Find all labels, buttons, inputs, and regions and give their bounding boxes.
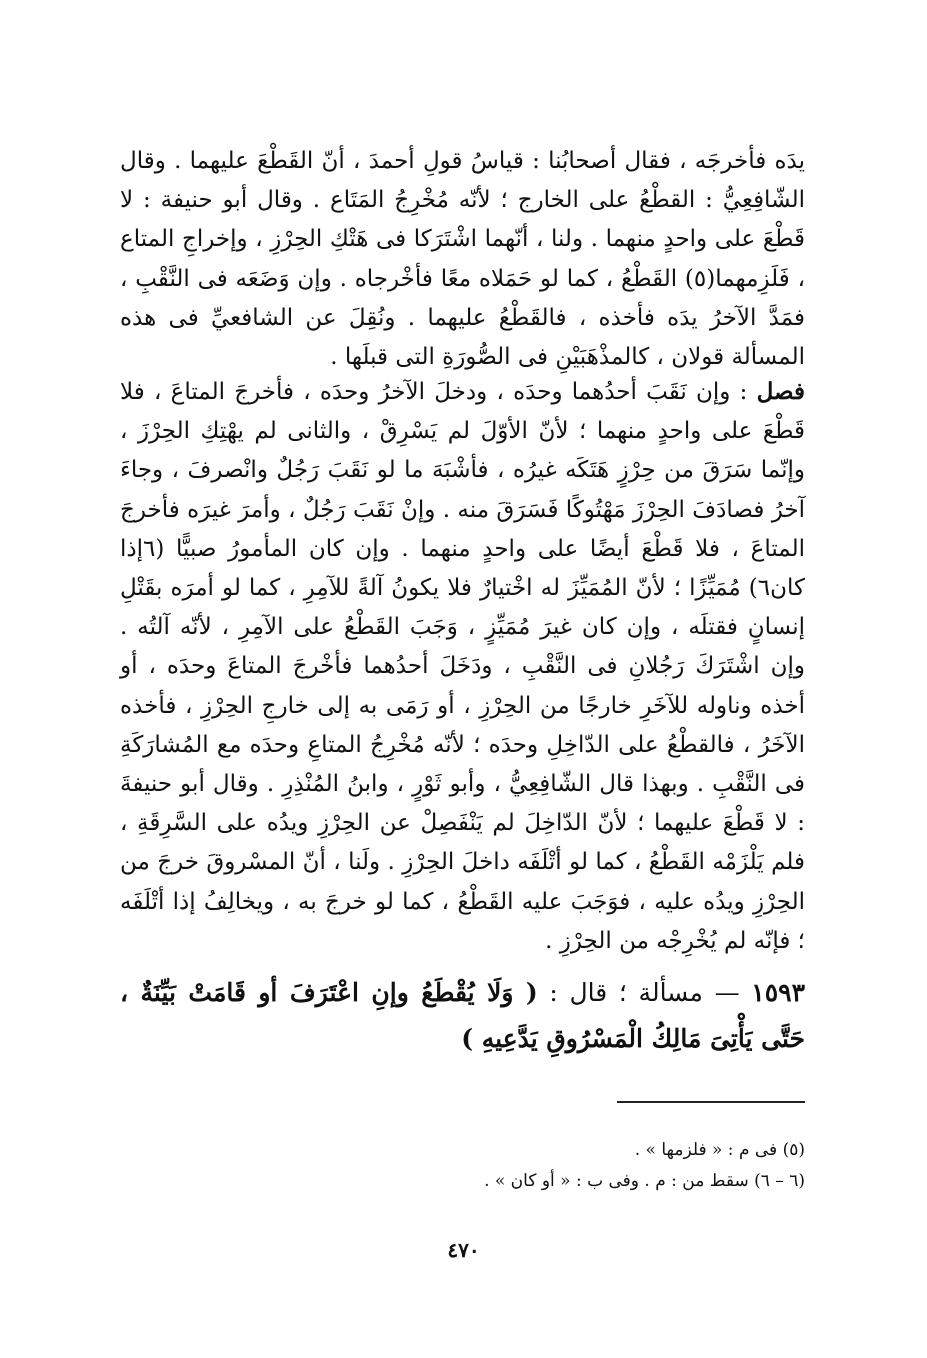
- footnote-5: (٥) فى م : « فلزمها » .: [634, 1140, 805, 1160]
- page-number: ٤٧٠: [447, 1238, 480, 1262]
- masala-quote: ( وَلَا يُقْطَعُ وإنِ اعْتَرَفَ أو قَامَتْ بَيِّنَةٌ ، حَتَّى يَأْتِىَ مَالِكُ الْمَسْرُوقِ يَدَّعِيهِ ): [120, 978, 805, 1053]
- fasl-body: : وإن نَقَبَ أحدُهما وحدَه ، ودخلَ الآخرُ وحدَه ، فأخرجَ المتاعَ ، فلا قَطْعَ على واحدٍ منهما ؛ لأنّ الأوّلَ لم يَسْرِقْ ، والثانى لم يهْتِكِ الحِرْزَ ، وإنّما سَرَقَ من حِرْزٍ هَتَكَه غيرُه ، فأشْبَهَ ما لو نَقَبَ رَجُلٌ وانْصرفَ ، وجاءَ آخرُ فصادَفَ الحِرْزَ مَهْتُوكًا فَسَرَقَ منه . وإنْ نَقَبَ رَجُلٌ ، وأمرَ غيرَه فأخرجَ المتاعَ ، فلا قَطْعَ أيضًا على واحدٍ منهما . وإن كان المأمورُ صبيًّا (٦إذا كان٦) مُمَيِّزًا ؛ لأنّ المُمَيِّزَ له اخْتيارٌ فلا يكونُ آلةً للآمِرِ ، كما لو أمرَه بقَتْلِ إنسانٍ فقتلَه ، وإن كان غيرَ مُمَيِّزٍ ، وَجَبَ القَطْعُ على الآمِرِ ، لأنّه آلتُه . وإن اشْتَرَكَ رَجُلانِ فى النَّقْبِ ، ودَخَلَ أحدُهما فأخْرجَ المتاعَ وحدَه ، أو أخذه وناوله للآخَرِ خارجًا من الحِرْزِ ، أو رَمَى به إلى خارجِ الحِرْزِ ، فأخذه الآخَرُ ، فالقطْعُ على الدّاخِلِ وحدَه ؛ لأنّه مُخْرِجُ المتاعِ وحدَه مع المُشارَكَةِ فى النَّقْبِ . وبهذا قال الشّافِعِيُّ ، وأبو ثَوْرٍ ، وابنُ المُنْذِرِ . وقال أبو حنيفةَ : لا قَطْعَ عليهما ؛ لأنّ الدّاخِلَ لم يَنْفَصِلْ عن الحِرْزِ ويدُه على السَّرِقَةِ ، فلم يَلْزَمْه القَطْعُ ، كما لو أتْلَفَه داخلَ الحِرْزِ . ولَنا ، أنّ المسْروقَ خرجَ من الحِرْزِ ويدُه عليه ، فوَجَبَ عليه القَطْعُ ، كما لو خرجَ به ، ويخالِفُ إذا أتْلَفَه ؛ فإنّه لم يُخْرِجْه من الحِرْزِ .: [120, 379, 805, 954]
- masala-number: ١٥٩٣: [751, 978, 805, 1007]
- masala-heading: [120, 970, 805, 1062]
- footnote-6: (٦ – ٦) سقط من : م . وفى ب : « أو كان » .: [484, 1171, 805, 1191]
- masala-dash: —: [702, 978, 752, 1007]
- footnote-separator: [617, 1101, 805, 1103]
- body-paragraph-1: يدَه فأخرجَه ، فقال أصحابُنا : قياسُ قولِ أحمدَ ، أنّ القَطْعَ عليهما . وقال الشّافِعِيُّ : القطْعُ على الخارج ؛ لأنّه مُخْرِجُ المَتَاع . وقال أبو حنيفة : لا قَطْعَ على واحدٍ منهما . ولنا ، أنّهما اشْتَرَكا فى هَتْكِ الحِرْزِ ، وإخراجِ المتاع ، فَلَزِمهما(٥) القَطْعُ ، كما لو حَمَلاه معًا فأخْرجاه . وإن وَضَعَه فى النَّقْبِ ، فمَدَّ الآخرُ يدَه فأخذه ، فالقَطْعُ عليهما . ونُقِلَ عن الشافعيِّ فى هذه المسألة قولان ، كالمذْهَبَيْنِ فى الصُّورَةِ التى قبلَها .: [120, 148, 805, 371]
- masala-label: مسألة ؛ قال :: [537, 978, 703, 1007]
- footnotes: [120, 1135, 805, 1197]
- fasl-label: فصل: [756, 378, 805, 405]
- body-paragraph-2-fasl: [120, 372, 805, 961]
